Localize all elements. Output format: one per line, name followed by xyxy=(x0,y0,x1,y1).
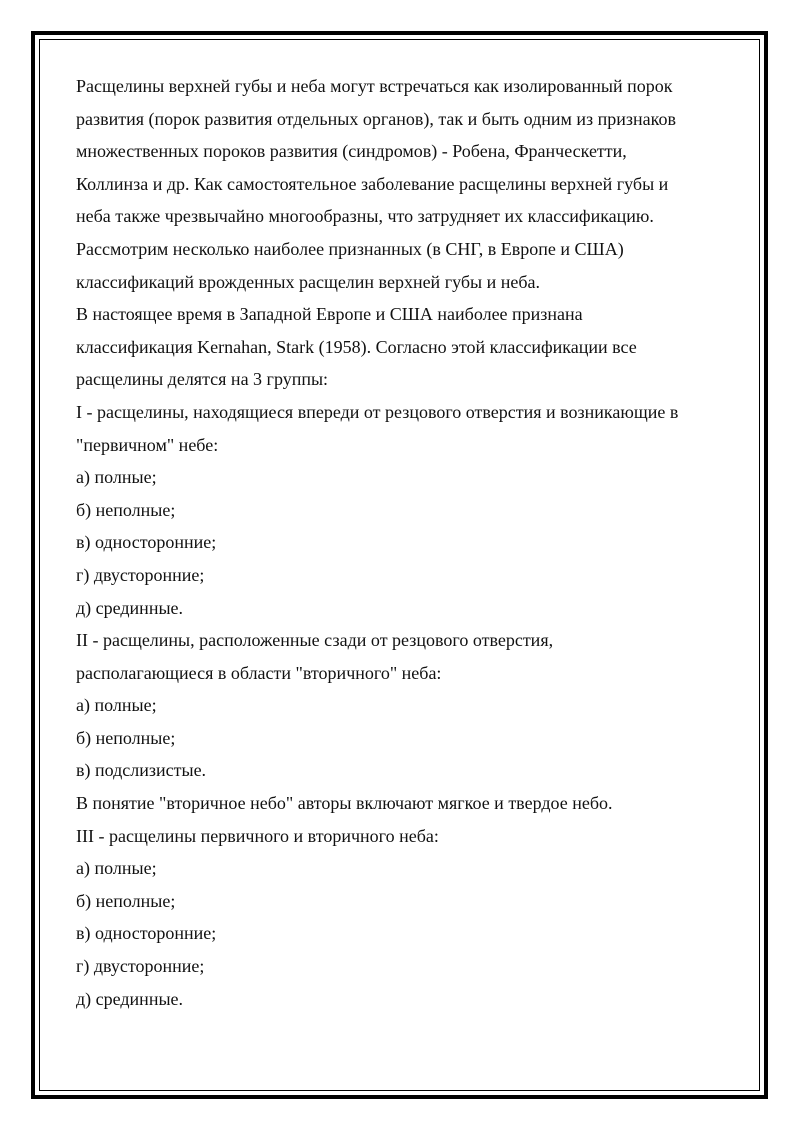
list-item: д) срединные. xyxy=(76,988,184,1009)
text-line: классификация Kernahan, Stark (1958). Согласно этой классификации все xyxy=(76,336,637,357)
document-body xyxy=(76,70,736,1015)
text-line: классификаций врожденных расщелин верхней губы и неба. xyxy=(76,271,540,292)
list-item: г) двусторонние; xyxy=(76,564,205,585)
group-heading-i: I - расщелины, находящиеся впереди от резцового отверстия и возникающие в xyxy=(76,401,679,422)
text-line: расщелины делятся на 3 группы: xyxy=(76,369,329,390)
list-item: а) полные; xyxy=(76,695,157,716)
group-heading-ii: II - расщелины, расположенные сзади от резцового отверстия, xyxy=(76,630,554,651)
list-item: г) двусторонние; xyxy=(76,956,205,977)
list-item: в) подслизистые. xyxy=(76,760,207,781)
text-line: Коллинза и др. Как самостоятельное заболевание расщелины верхней губы и xyxy=(76,173,669,194)
list-item: в) односторонние; xyxy=(76,532,217,553)
list-item: д) срединные. xyxy=(76,597,184,618)
list-item: в) односторонние; xyxy=(76,923,217,944)
list-item: б) неполные; xyxy=(76,499,176,520)
list-item: а) полные; xyxy=(76,858,157,879)
list-item: а) полные; xyxy=(76,467,157,488)
list-item: б) неполные; xyxy=(76,727,176,748)
text-line: Рассмотрим несколько наиболее признанных (в СНГ, в Европе и США) xyxy=(76,238,624,259)
text-line: В понятие "вторичное небо" авторы включают мягкое и твердое небо. xyxy=(76,793,613,814)
text-line: множественных пороков развития (синдромов) - Робена, Франческетти, xyxy=(76,141,627,162)
text-line: В настоящее время в Западной Европе и США наиболее признана xyxy=(76,304,583,325)
text-line: неба также чрезвычайно многообразны, что затрудняет их классификацию. xyxy=(76,206,654,227)
text-line: "первичном" небе: xyxy=(76,434,219,455)
list-item: б) неполные; xyxy=(76,890,176,911)
group-heading-iii: III - расщелины первичного и вторичного неба: xyxy=(76,825,439,846)
text-line: располагающиеся в области "вторичного" неба: xyxy=(76,662,442,683)
text-line: Расщелины верхней губы и неба могут встречаться как изолированный порок xyxy=(76,76,673,96)
text-line: развития (порок развития отдельных органов), так и быть одним из признаков xyxy=(76,108,676,129)
